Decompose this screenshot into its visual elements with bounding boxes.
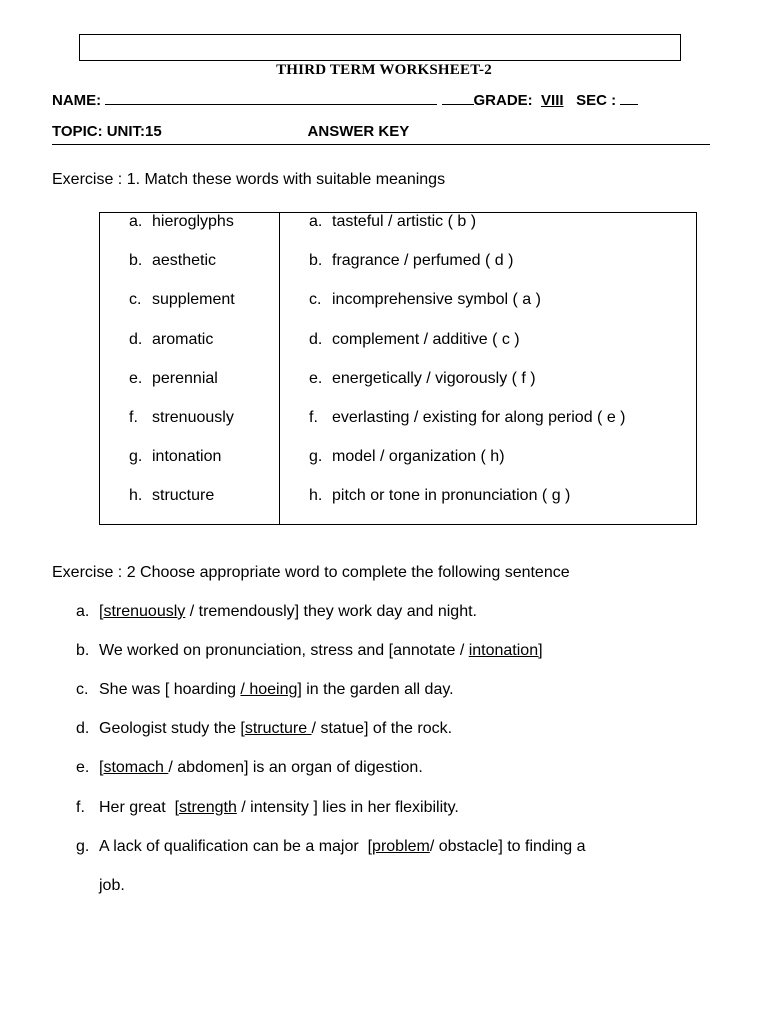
sentence-text: / intensity ] lies in her flexibility. <box>236 798 459 816</box>
sentence-text: / abdomen] is an organ of digestion. <box>168 759 423 777</box>
meanings-letter: h. <box>309 487 323 505</box>
words-item <box>129 448 221 466</box>
words-letter: b. <box>129 252 143 270</box>
meanings-item <box>309 487 570 505</box>
meanings-text: incomprehensive symbol ( a ) <box>332 291 541 309</box>
meanings-item <box>309 409 625 427</box>
words-letter: e. <box>129 369 143 387</box>
words-letter: a. <box>129 213 143 230</box>
words-text: strenuously <box>152 409 234 426</box>
sentence-item <box>76 681 454 699</box>
meanings-text: fragrance / perfumed ( d ) <box>332 252 514 270</box>
words-letter: g. <box>129 448 143 466</box>
sentence-letter: c. <box>76 681 89 699</box>
meanings-letter: e. <box>309 369 323 387</box>
meanings-text: tasteful / artistic ( b ) <box>332 213 477 230</box>
sentence-text: ] in the garden all day. <box>297 681 454 699</box>
match-table <box>99 212 697 525</box>
sentence-item <box>76 759 423 777</box>
sec-label: SEC : <box>576 92 617 109</box>
meanings-letter: g. <box>309 448 323 466</box>
meanings-text: model / organization ( h) <box>332 448 505 466</box>
words-letter: f. <box>129 409 138 426</box>
sentence-letter: e. <box>76 759 90 777</box>
header-divider <box>52 144 710 145</box>
sentence-item <box>76 642 543 660</box>
meanings-item <box>309 331 520 349</box>
name-label: NAME: <box>52 92 102 109</box>
words-item <box>129 370 218 388</box>
meanings-text: everlasting / existing for along period ( e ) <box>332 409 626 426</box>
sentence-text: / obstacle] to finding a <box>429 837 586 855</box>
exercise1-title: Exercise : 1. Match these words with suitable meanings <box>52 171 446 188</box>
sentence-text: We worked on pronunciation, stress and [annotate / <box>99 642 469 660</box>
meanings-item <box>309 370 536 388</box>
short-blank <box>442 92 474 105</box>
words-letter: h. <box>129 487 143 505</box>
sentence-item <box>76 838 586 856</box>
meanings-letter: f. <box>309 409 318 426</box>
answer-key-label: ANSWER KEY <box>307 123 410 140</box>
meanings-letter: c. <box>309 291 322 309</box>
sentence-text: She was [ hoarding <box>99 681 241 699</box>
words-item <box>129 409 234 427</box>
sentence-letter: f. <box>76 798 85 816</box>
answer-word: structure <box>244 720 312 738</box>
words-item <box>129 252 216 270</box>
answer-word: strenuously <box>103 603 186 620</box>
sentence-letter: g. <box>76 837 90 855</box>
meanings-item <box>309 291 541 309</box>
topic-line <box>52 123 409 140</box>
answer-word: stomach <box>103 759 169 777</box>
words-text: structure <box>152 487 215 505</box>
sentence-letter: d. <box>76 720 90 738</box>
meanings-text: complement / additive ( c ) <box>332 330 520 348</box>
sentence-text: Geologist study the [ <box>99 720 245 738</box>
words-item <box>129 213 234 231</box>
sentence-item <box>76 603 477 621</box>
words-text: hieroglyphs <box>152 213 234 230</box>
name-grade-line <box>52 92 638 109</box>
words-item <box>129 331 213 349</box>
exercise2-title: Exercise : 2 Choose appropriate word to complete the following sentence <box>52 564 570 581</box>
sec-blank <box>620 92 638 105</box>
sentence-text: A lack of qualification can be a major [ <box>99 837 373 855</box>
meanings-item <box>309 213 476 231</box>
name-blank <box>105 92 437 105</box>
meanings-item <box>309 448 505 466</box>
topic-label: TOPIC: UNIT:15 <box>52 123 162 140</box>
answer-word: problem <box>372 837 430 855</box>
words-text: aesthetic <box>152 252 217 270</box>
sentence-continuation: job. <box>99 877 125 894</box>
meanings-letter: b. <box>309 252 323 270</box>
answer-word: / hoeing <box>240 681 298 699</box>
sentence-text: [ <box>99 603 104 620</box>
sentence-text: [ <box>99 759 104 777</box>
answer-word: strength <box>179 798 237 816</box>
words-text: aromatic <box>152 330 214 348</box>
meanings-text: energetically / vigorously ( f ) <box>332 369 536 387</box>
sentence-text: / tremendously] they work day and night. <box>185 603 477 620</box>
grade-value: VIII <box>541 92 564 109</box>
meanings-letter: a. <box>309 213 323 230</box>
words-item <box>129 291 235 309</box>
sentence-item <box>76 720 452 738</box>
sentence-letter: a. <box>76 603 90 620</box>
meanings-item <box>309 252 513 270</box>
words-letter: c. <box>129 291 142 309</box>
words-text: supplement <box>152 291 235 309</box>
meanings-text: pitch or tone in pronunciation ( g ) <box>332 487 571 505</box>
words-text: perennial <box>152 369 218 387</box>
words-text: intonation <box>152 448 222 466</box>
worksheet-title: THIRD TERM WORKSHEET-2 <box>276 62 492 78</box>
sentence-text: Her great [ <box>99 798 180 816</box>
meanings-letter: d. <box>309 330 323 348</box>
header-box <box>79 34 681 61</box>
grade-label: GRADE: <box>473 92 533 109</box>
sentence-letter: b. <box>76 642 90 660</box>
sentence-text: / statue] of the rock. <box>311 720 453 738</box>
words-item <box>129 487 214 505</box>
words-letter: d. <box>129 330 143 348</box>
answer-word: intonation] <box>468 642 543 660</box>
sentence-item <box>76 799 459 817</box>
table-divider <box>279 213 280 524</box>
